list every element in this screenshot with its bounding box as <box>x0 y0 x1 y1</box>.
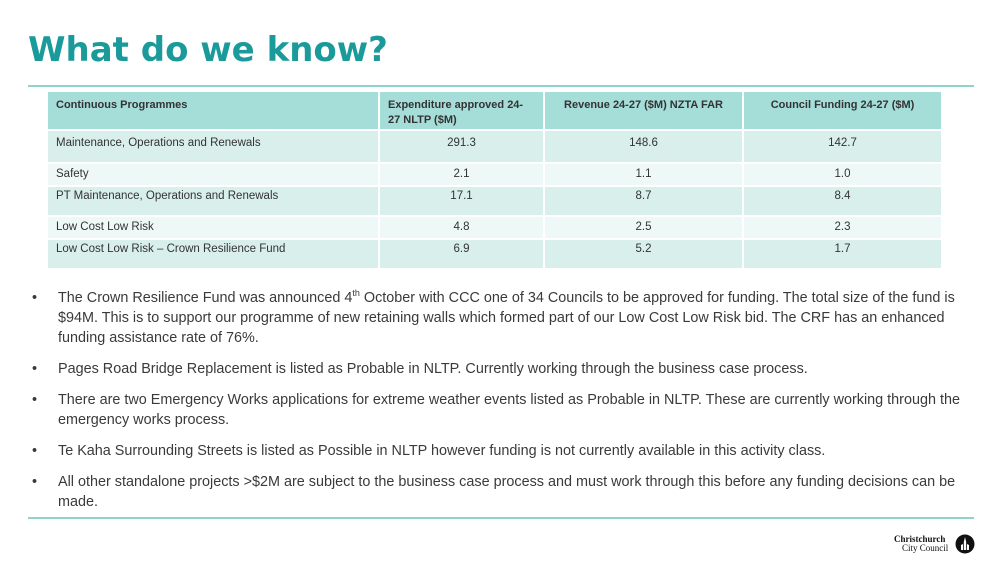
logo-line2: City Council <box>902 543 949 553</box>
emergency-works-text: There are two Emergency Works applications for extreme weather events listed as Probable in NLTP. These are currently working through the emergency works process. <box>58 392 960 428</box>
table-row <box>48 163 942 186</box>
table-row <box>48 186 942 216</box>
programme-cell: Safety <box>48 163 379 186</box>
expenditure-cell: 6.9 <box>379 239 544 268</box>
bullet-marker: • <box>32 392 38 408</box>
expenditure-cell: 2.1 <box>379 163 544 186</box>
list-item-standalone-projects <box>30 472 960 512</box>
footer-divider <box>28 517 974 519</box>
logo-line1: Christchurch <box>894 534 946 544</box>
title-divider <box>28 85 974 87</box>
council-cell: 8.4 <box>743 186 942 216</box>
revenue-cell: 2.5 <box>544 216 743 239</box>
programme-cell: Maintenance, Operations and Renewals <box>48 130 379 163</box>
programme-cell: Low Cost Low Risk <box>48 216 379 239</box>
council-cell: 1.0 <box>743 163 942 186</box>
crf-text-part1: The Crown Resilience Fund was announced 4 <box>58 290 353 306</box>
revenue-cell: 8.7 <box>544 186 743 216</box>
crf-superscript: th <box>352 288 360 299</box>
expenditure-cell: 291.3 <box>379 130 544 163</box>
list-item-pages-road <box>30 359 960 379</box>
bullet-marker: • <box>32 290 38 306</box>
standalone-projects-text: All other standalone projects >$2M are subject to the business case process and must work through this before any funding decisions can be made. <box>58 474 956 510</box>
list-item-emergency-works <box>30 390 960 430</box>
list-item-te-kaha <box>30 441 960 461</box>
header-revenue: Revenue 24-27 ($M) NZTA FAR <box>544 92 743 130</box>
bullet-marker: • <box>32 474 38 490</box>
table-row <box>48 130 942 163</box>
key-points-list <box>30 288 960 523</box>
header-programme: Continuous Programmes <box>48 92 379 130</box>
pages-road-text: Pages Road Bridge Replacement is listed as Probable in NLTP. Currently working through the business case process. <box>58 361 808 377</box>
programme-cell: PT Maintenance, Operations and Renewals <box>48 186 379 216</box>
page-title: What do we know? <box>28 30 388 70</box>
expenditure-cell: 17.1 <box>379 186 544 216</box>
list-item-crown-resilience-fund <box>30 288 960 348</box>
table-header-row <box>48 92 942 130</box>
revenue-cell: 148.6 <box>544 130 743 163</box>
table-row <box>48 239 942 268</box>
christchurch-city-council-logo <box>893 533 977 555</box>
expenditure-cell: 4.8 <box>379 216 544 239</box>
header-expenditure: Expenditure approved 24-27 NLTP ($M) <box>379 92 544 130</box>
programme-cell: Low Cost Low Risk – Crown Resilience Fund <box>48 239 379 268</box>
table-row <box>48 216 942 239</box>
cathedral-icon <box>955 534 975 554</box>
revenue-cell: 5.2 <box>544 239 743 268</box>
council-cell: 142.7 <box>743 130 942 163</box>
te-kaha-text: Te Kaha Surrounding Streets is listed as Possible in NLTP however funding is not currently available in this activity class. <box>58 443 826 459</box>
bullet-marker: • <box>32 361 38 377</box>
council-cell: 1.7 <box>743 239 942 268</box>
header-council-funding: Council Funding 24-27 ($M) <box>743 92 942 130</box>
bullet-marker: • <box>32 443 38 459</box>
council-cell: 2.3 <box>743 216 942 239</box>
revenue-cell: 1.1 <box>544 163 743 186</box>
continuous-programmes-table <box>48 92 943 268</box>
crf-text-part2: October with CCC one of 34 Councils to be approved for funding. The total size of the fund is $94M. This is to support our programme of new retaining walls which formed part of our Low Cost Low Risk bid. The CRF has an enhanced funding assistance rate of 76%. <box>58 290 955 346</box>
